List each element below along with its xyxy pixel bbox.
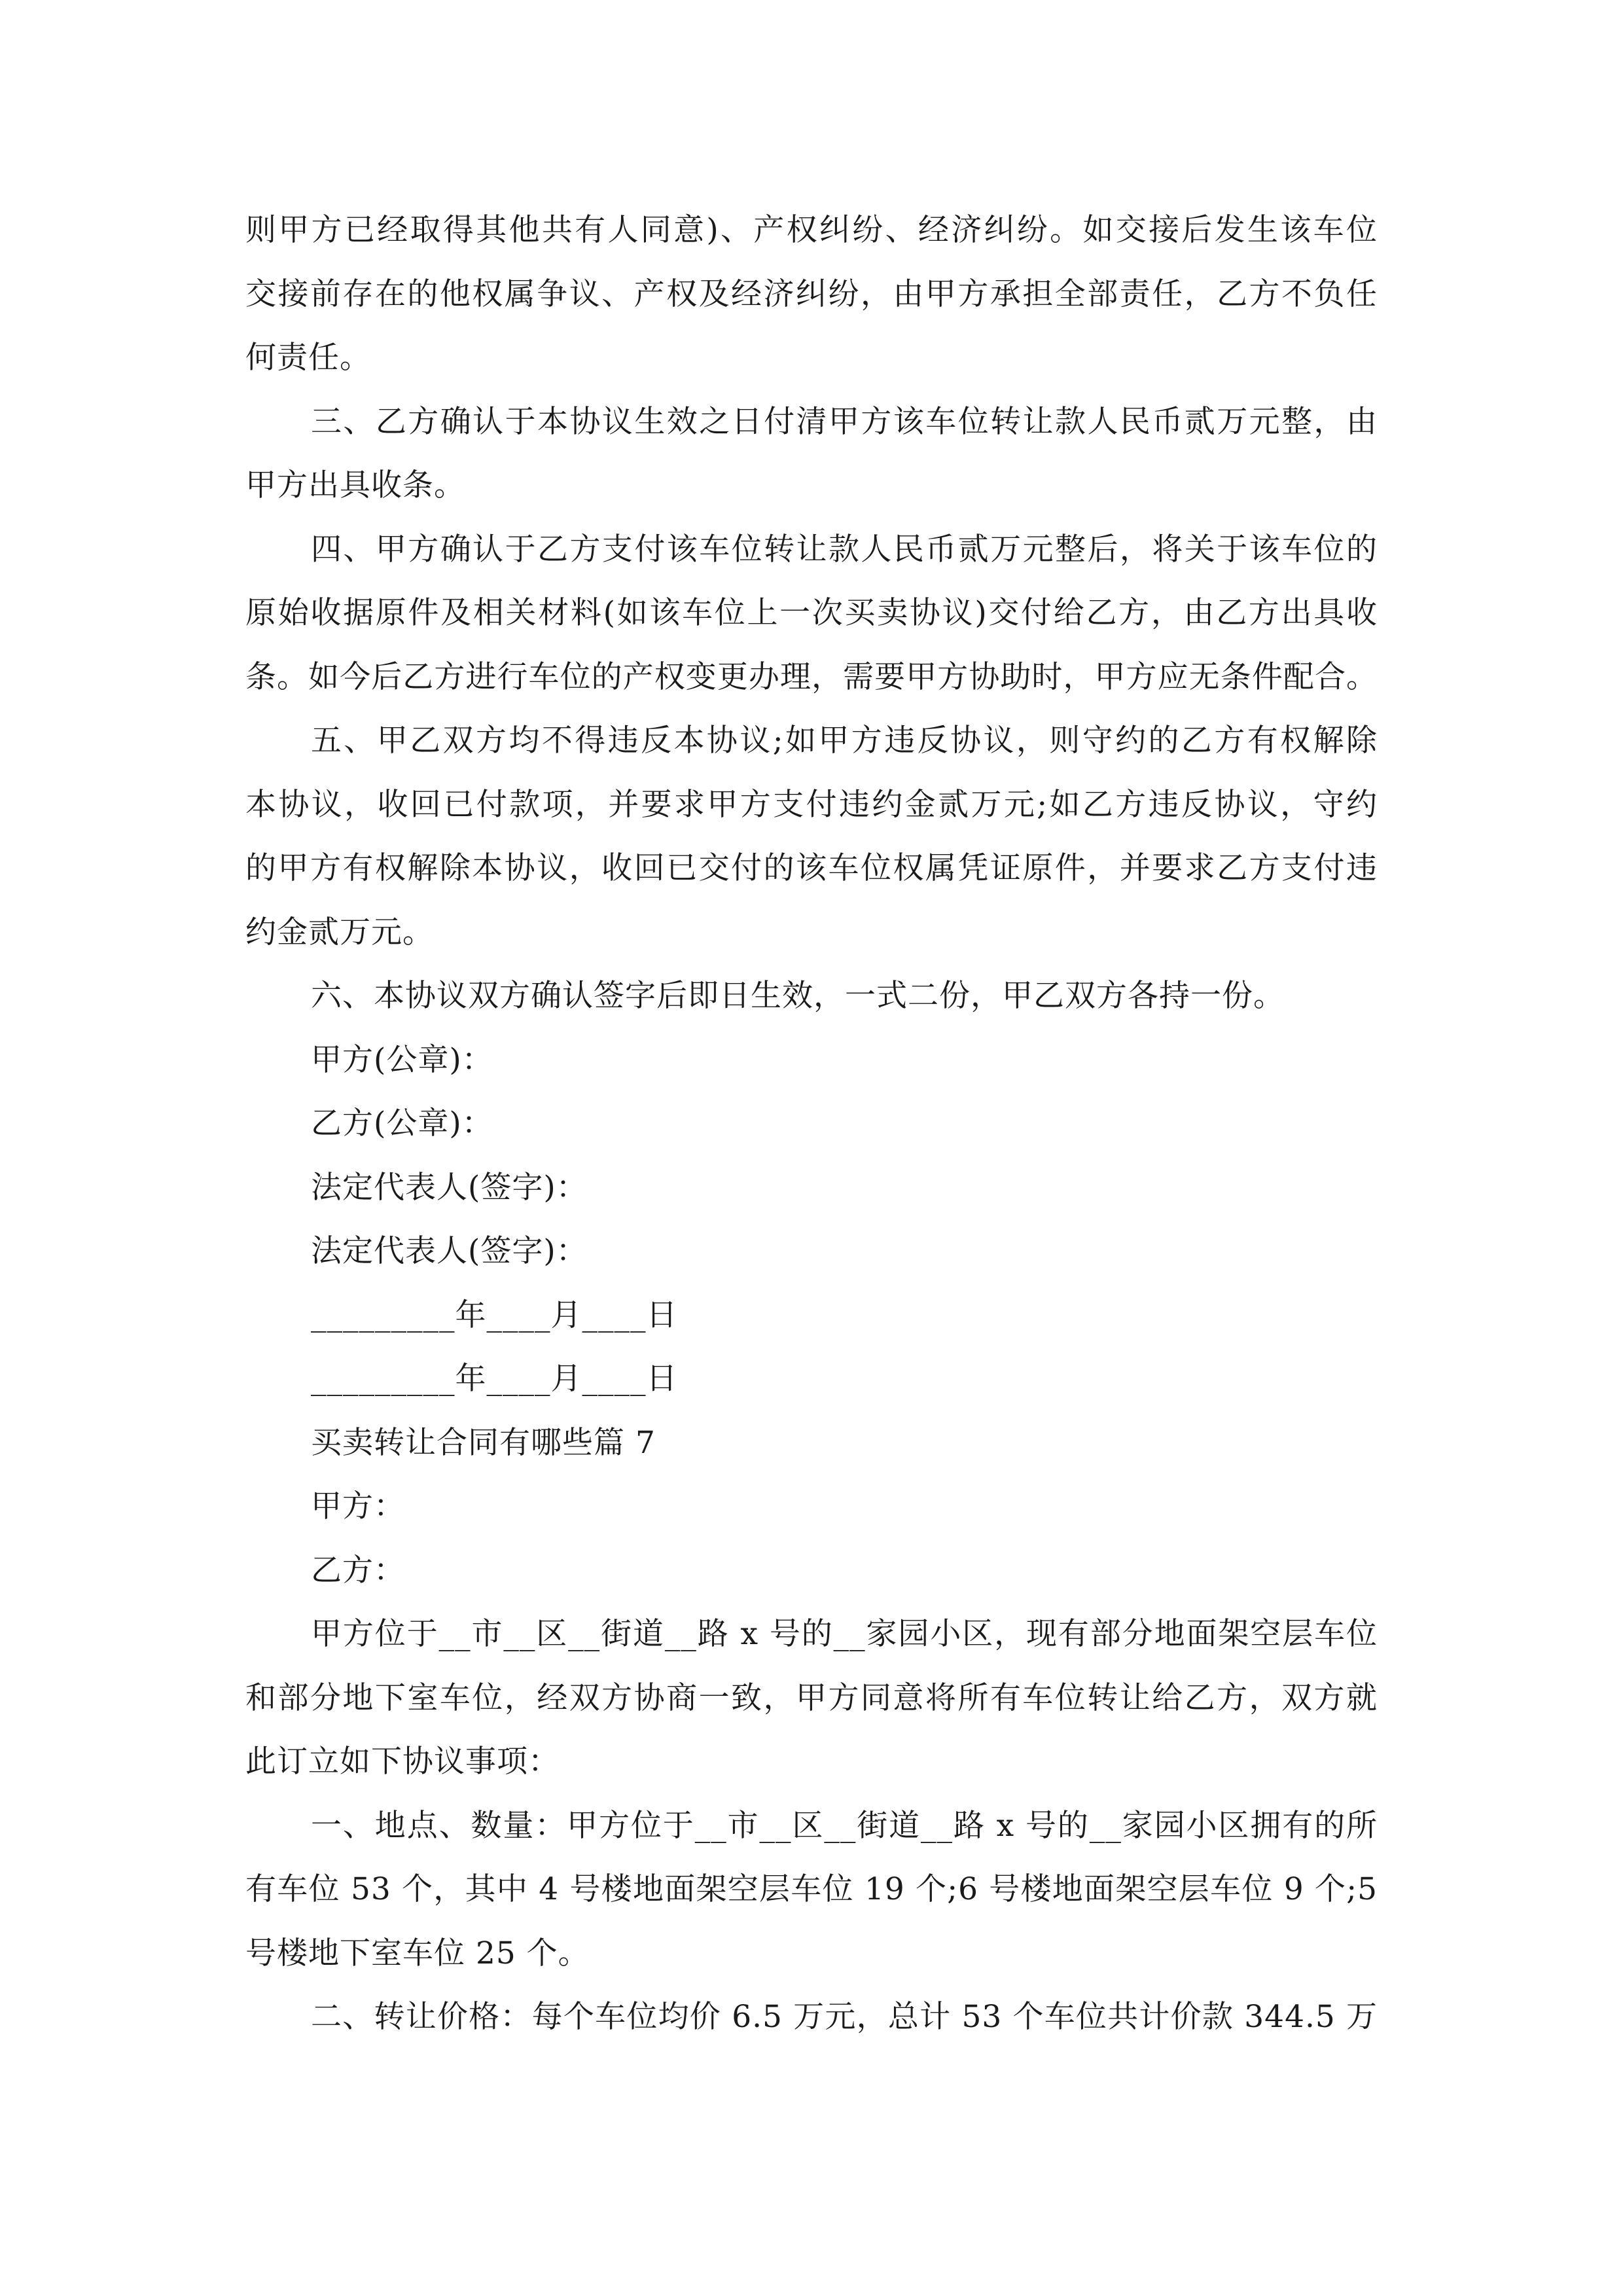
text-line: 原始收据原件及相关材料(如该车位上一次买卖协议)交付给乙方，由乙方出具收 — [245, 595, 1378, 631]
text-line: 甲方： — [311, 1488, 405, 1524]
text-line: 条。如今后乙方进行车位的产权变更办理，需要甲方协助时，甲方应无条件配合。 — [245, 658, 1378, 695]
text-line: 乙方： — [311, 1552, 405, 1588]
text-line: 有车位 53 个，其中 4 号楼地面架空层车位 19 个;6 号楼地面架空层车位 9 个;5 — [245, 1871, 1378, 1907]
text-line: 甲方出具收条。 — [245, 467, 465, 503]
text-line: 则甲方已经取得其他共有人同意)、产权纠纷、经济纠纷。如交接后发生该车位 — [245, 212, 1378, 248]
text-line: 四、甲方确认于乙方支付该车位转让款人民币贰万元整后，将关于该车位的 — [311, 531, 1378, 567]
text-line: 六、本协议双方确认签字后即日生效，一式二份，甲乙双方各持一份。 — [311, 978, 1285, 1014]
text-line: 乙方(公章)： — [311, 1105, 493, 1141]
text-line: 三、乙方确认于本协议生效之日付清甲方该车位转让款人民币贰万元整，由 — [311, 403, 1378, 440]
text-line: 甲方位于__市__区__街道__路 x 号的__家园小区，现有部分地面架空层车位 — [311, 1616, 1378, 1652]
text-line: 的甲方有权解除本协议，收回已交付的该车位权属凭证原件，并要求乙方支付违 — [245, 850, 1378, 886]
text-line: 二、转让价格：每个车位均价 6.5 万元，总计 53 个车位共计价款 344.5 万 — [311, 1999, 1378, 2035]
text-line: 甲方(公章)： — [311, 1041, 493, 1078]
text-line: 何责任。 — [245, 340, 371, 376]
text-line: 五、甲乙双方均不得违反本协议;如甲方违反协议，则守约的乙方有权解除 — [311, 723, 1378, 759]
text-line: 号楼地下室车位 25 个。 — [245, 1935, 590, 1971]
text-line: _________年____月____日 — [311, 1361, 678, 1397]
text-line: 和部分地下室车位，经双方协商一致，甲方同意将所有车位转让给乙方，双方就 — [245, 1679, 1378, 1716]
text-line: 法定代表人(签字)： — [311, 1233, 588, 1269]
text-line: 法定代表人(签字)： — [311, 1169, 588, 1206]
text-line: _________年____月____日 — [311, 1297, 678, 1333]
text-line: 约金贰万元。 — [245, 914, 434, 950]
text-line: 一、地点、数量：甲方位于__市__区__街道__路 x 号的__家园小区拥有的所 — [311, 1807, 1378, 1844]
text-line: 买卖转让合同有哪些篇 7 — [311, 1424, 656, 1461]
text-line: 本协议，收回已付款项，并要求甲方支付违约金贰万元;如乙方违反协议，守约 — [245, 786, 1378, 823]
text-line: 交接前存在的他权属争议、产权及经济纠纷，由甲方承担全部责任，乙方不负任 — [245, 276, 1378, 312]
document-body — [245, 198, 1378, 2049]
text-line: 此订立如下协议事项： — [245, 1744, 560, 1780]
